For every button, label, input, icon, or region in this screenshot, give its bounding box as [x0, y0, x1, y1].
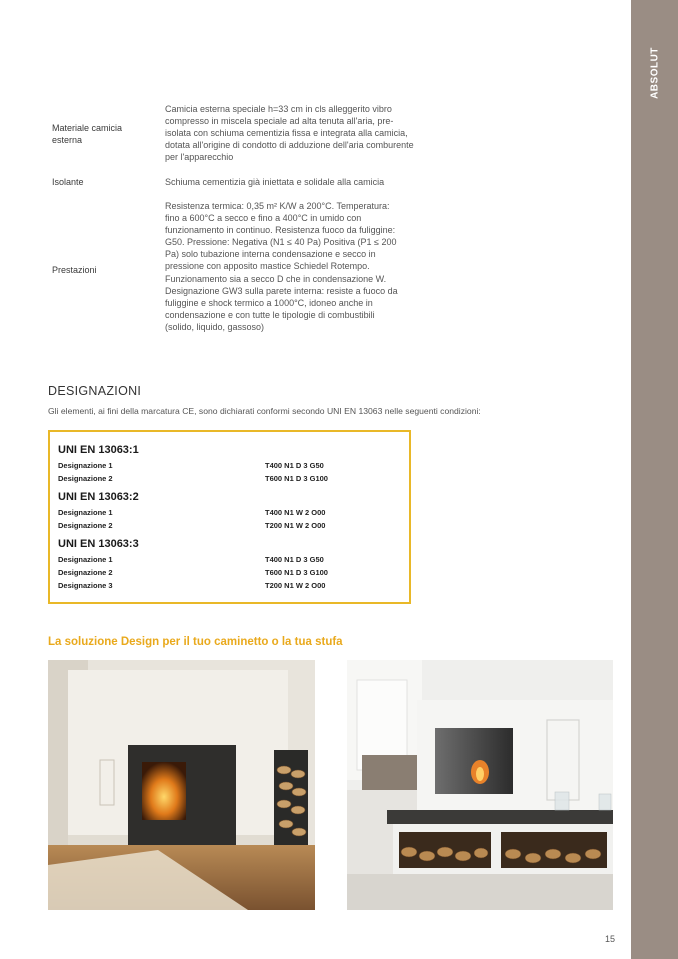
- designation-name: Designazione 3: [58, 581, 113, 590]
- standard-title: UNI EN 13063:1: [58, 444, 139, 456]
- spec-value-materiale: Camicia esterna speciale h=33 cm in cls alleggerito vibro compresso in miscela speciale ad alta tenuta all'aria, pre-isolata con schiuma cementizia fissa e integrata alla camicia, dotata all'origine di condotto di adduzione dell'aria comburente per l'apparecchio: [165, 104, 414, 163]
- spec-label-isolante: Isolante: [52, 177, 84, 187]
- spec-label-materiale: Materiale camicia esterna: [52, 123, 123, 145]
- designation-name: Designazione 2: [58, 521, 113, 530]
- fireplace-illustration-left: [48, 660, 315, 910]
- section-heading: DESIGNAZIONI: [48, 384, 142, 398]
- designation-value: T600 N1 D 3 G100: [265, 474, 328, 483]
- designation-value: T200 N1 W 2 O00: [265, 581, 326, 590]
- standard-title: UNI EN 13063:2: [58, 491, 139, 503]
- designation-value: T400 N1 D 3 G50: [265, 461, 324, 470]
- designation-name: Designazione 1: [58, 461, 113, 470]
- spec-value-isolante: Schiuma cementizia già iniettata e solidale alla camicia: [165, 177, 385, 187]
- designation-value: T400 N1 D 3 G50: [265, 555, 324, 564]
- fireplace-photo-left: [48, 660, 315, 910]
- spec-label-prestazioni: Prestazioni: [52, 265, 97, 275]
- fireplace-illustration-right: [347, 660, 613, 910]
- designation-name: Designazione 2: [58, 474, 113, 483]
- designation-value: T600 N1 D 3 G100: [265, 568, 328, 577]
- designation-name: Designazione 1: [58, 555, 113, 564]
- designations-box: [48, 430, 411, 604]
- sidebar-label: ABSOLUT: [649, 47, 661, 99]
- design-subtitle: La soluzione Design per il tuo caminetto o la tua stufa: [48, 636, 343, 648]
- fireplace-photo-right: [347, 660, 613, 910]
- spec-value-prestazioni: Resistenza termica: 0,35 m² K/W a 200°C. Temperatura: fino a 600°C a secco e fino a 400°C in umido con funzionamento in continuo. Resistenza fuoco da fuliggine: G50. Pressione: Negativa (N1 ≤ 40 Pa) Positiva (P1 ≤ 200 Pa) solo tubazione interna condensazione e secco in pressione con apposito mastice Schiedel Rotempo. Funzionamento sia a secco D che in condensazione W. Designazione GW3 sulla parete interna: resiste a fuoco da fuliggine e shock termico a 1000°C, idoneo anche in condensazione e con tutte le tipologie di combustibili (solido, liquido, gassoso): [165, 201, 398, 332]
- page-number: 15: [605, 934, 616, 944]
- designation-value: T400 N1 W 2 O00: [265, 508, 326, 517]
- designation-name: Designazione 2: [58, 568, 113, 577]
- sidebar-band: [631, 0, 678, 959]
- designation-value: T200 N1 W 2 O00: [265, 521, 326, 530]
- section-intro: Gli elementi, ai fini della marcatura CE, sono dichiarati conformi secondo UNI EN 13063 nelle seguenti condizioni:: [48, 406, 481, 416]
- standard-title: UNI EN 13063:3: [58, 538, 139, 550]
- designation-name: Designazione 1: [58, 508, 113, 517]
